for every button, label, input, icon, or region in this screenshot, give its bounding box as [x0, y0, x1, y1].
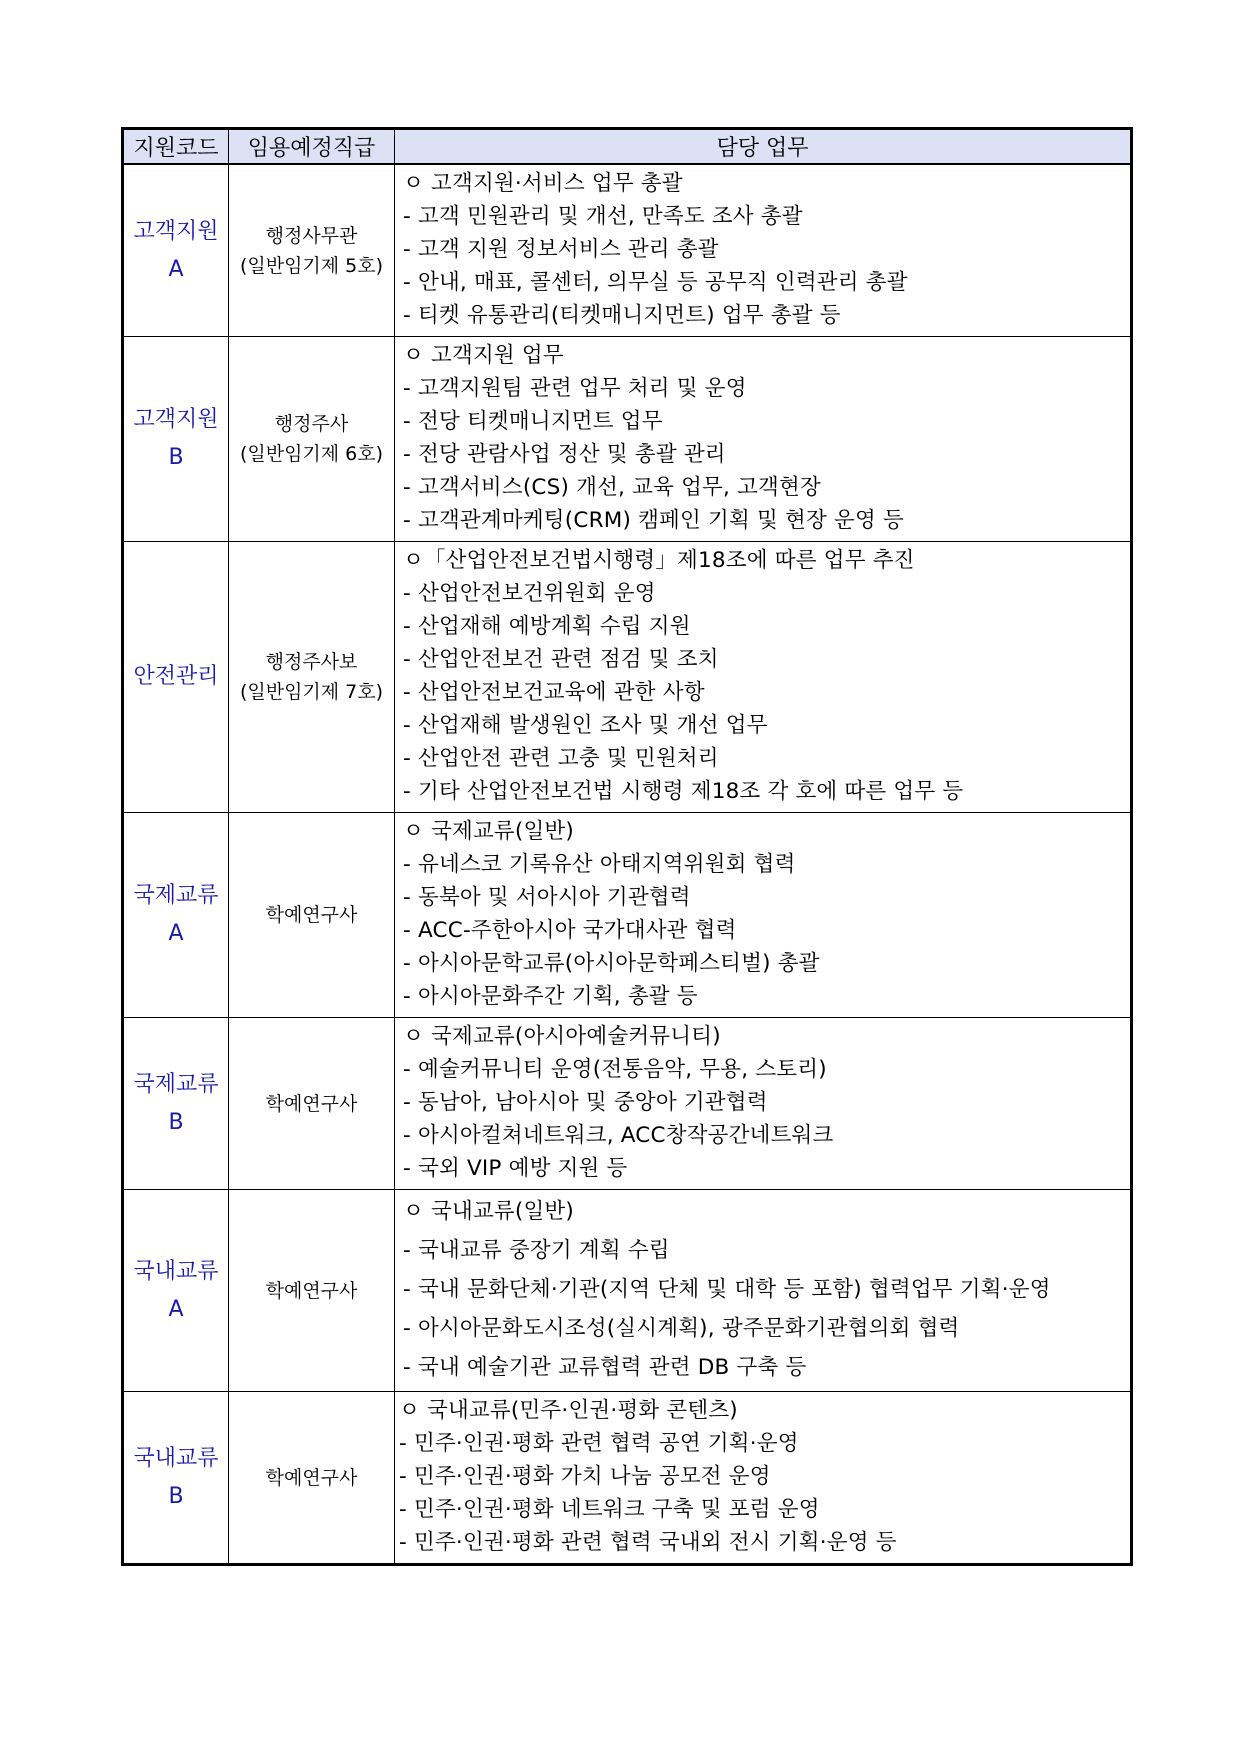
position-grade-text: 행정주사보 — [265, 651, 358, 673]
duty-item: - 산업안전 관련 고충 및 민원처리 — [403, 746, 719, 771]
support-code-text: 고객지원 — [133, 407, 219, 432]
position-grade-text: 행정사무관 — [265, 224, 358, 247]
duty-item: - 전당 티켓매니지먼트 업무 — [403, 409, 663, 434]
table-row — [123, 337, 1132, 542]
duty-item: - 산업안전보건교육에 관한 사항 — [403, 680, 705, 705]
position-grade-cell — [229, 1392, 395, 1565]
duty-item: - 산업안전보건위원회 운영 — [403, 581, 656, 606]
table-row — [123, 1392, 1132, 1565]
header-code: 지원코드 — [123, 129, 229, 165]
duties-cell — [395, 1392, 1132, 1565]
position-grade-cell — [229, 1018, 395, 1190]
duty-heading: ㅇ 국내교류(일반) — [403, 1199, 574, 1224]
table-header-row — [123, 129, 1132, 165]
position-grade-cell — [229, 813, 395, 1018]
support-code-cell — [123, 1018, 229, 1190]
duties-cell — [395, 1190, 1132, 1392]
header-grade: 임용예정직급 — [229, 129, 395, 165]
position-grade-text: (일반임기제 7호) — [239, 681, 384, 703]
support-code-text: A — [168, 256, 184, 282]
duty-item: - 고객 지원 정보서비스 관리 총괄 — [403, 237, 719, 262]
duty-item: - ACC-주한아시아 국가대사관 협력 — [403, 918, 737, 943]
duty-item: - 유네스코 기록유산 아태지역위원회 협력 — [403, 852, 796, 877]
position-grade-cell — [229, 164, 395, 337]
duty-item: - 고객지원팀 관련 업무 처리 및 운영 — [403, 376, 747, 401]
support-code-text: 국제교류 — [133, 1071, 219, 1097]
duty-heading: ㅇ 국제교류(아시아예술커뮤니티) — [403, 1024, 721, 1049]
support-code-cell — [123, 1392, 229, 1565]
position-grade-cell — [229, 337, 395, 542]
duty-item: - 국외 VIP 예방 지원 등 — [403, 1156, 628, 1181]
duty-item: - 고객관계마케팅(CRM) 캠페인 기획 및 현장 운영 등 — [403, 508, 904, 533]
duties-cell — [395, 337, 1132, 542]
position-grade-text: 학예연구사 — [265, 1092, 358, 1115]
table-row — [123, 1018, 1132, 1190]
duty-item: - 아시아문학교류(아시아문학페스티벌) 총괄 — [403, 951, 820, 976]
position-grade-text: 학예연구사 — [265, 904, 358, 926]
position-grade-text: 학예연구사 — [265, 1466, 358, 1489]
duty-item: - 아시아문화주간 기획, 총괄 등 — [403, 984, 698, 1009]
support-code-text: A — [168, 921, 184, 946]
duty-item: - 기타 산업안전보건법 시행령 제18조 각 호에 따른 업무 등 — [403, 779, 964, 804]
recruitment-table — [121, 127, 1133, 1566]
support-code-cell — [123, 813, 229, 1018]
duty-item: - 민주·인권·평화 관련 협력 국내외 전시 기획·운영 등 — [399, 1530, 897, 1555]
duty-item: - 고객 민원관리 및 개선, 만족도 조사 총괄 — [403, 204, 803, 229]
duties-cell — [395, 164, 1132, 337]
support-code-text: 고객지원 — [133, 218, 219, 244]
position-grade-text: 행정주사 — [274, 413, 349, 435]
position-grade-text: (일반임기제 5호) — [239, 254, 384, 277]
duty-heading: ㅇ 고객지원 업무 — [403, 343, 564, 368]
support-code-text: 안전관리 — [133, 664, 219, 689]
support-code-text: A — [168, 1296, 184, 1322]
header-duties: 담당 업무 — [395, 129, 1132, 165]
duty-item: - 민주·인권·평화 가치 나눔 공모전 운영 — [399, 1464, 771, 1489]
duty-item: - 민주·인권·평화 네트워크 구축 및 포럼 운영 — [399, 1497, 820, 1522]
duty-item: - 민주·인권·평화 관련 협력 공연 기획·운영 — [399, 1431, 799, 1456]
duty-item: - 산업재해 예방계획 수립 지원 — [403, 614, 691, 639]
duty-item: - 국내 문화단체·기관(지역 단체 및 대학 등 포함) 협력업무 기획·운영 — [403, 1277, 1051, 1302]
duty-item: - 산업안전보건 관련 점검 및 조치 — [403, 647, 719, 672]
position-grade-text: 학예연구사 — [265, 1279, 358, 1302]
duty-item: - 아시아문화도시조성(실시계획), 광주문화기관협의회 협력 — [403, 1316, 960, 1341]
support-code-text: B — [168, 1109, 184, 1135]
duty-heading: ㅇ 국제교류(일반) — [403, 819, 574, 844]
duty-item: - 예술커뮤니티 운영(전통음악, 무용, 스토리) — [403, 1057, 827, 1082]
table-body — [123, 164, 1132, 1565]
support-code-cell — [123, 542, 229, 813]
duty-item: - 전당 관람사업 정산 및 총괄 관리 — [403, 442, 726, 467]
duty-item: - 동북아 및 서아시아 기관협력 — [403, 885, 691, 910]
support-code-text: 국내교류 — [133, 1445, 219, 1471]
duty-item: - 국내 예술기관 교류협력 관련 DB 구축 등 — [403, 1355, 807, 1380]
position-grade-text: (일반임기제 6호) — [239, 443, 384, 465]
duties-cell — [395, 813, 1132, 1018]
duty-item: - 아시아컬쳐네트워크, ACC창작공간네트워크 — [403, 1123, 834, 1148]
duty-item: - 국내교류 중장기 계획 수립 — [403, 1238, 670, 1263]
duty-item: - 안내, 매표, 콜센터, 의무실 등 공무직 인력관리 총괄 — [403, 270, 908, 295]
table-row — [123, 164, 1132, 337]
support-code-text: B — [168, 445, 184, 470]
position-grade-cell — [229, 1190, 395, 1392]
duty-heading: ㅇ 국내교류(민주·인권·평화 콘텐츠) — [399, 1398, 738, 1423]
support-code-text: 국제교류 — [133, 883, 219, 908]
position-grade-cell — [229, 542, 395, 813]
support-code-cell — [123, 1190, 229, 1392]
duty-item: - 티켓 유통관리(티켓매니지먼트) 업무 총괄 등 — [403, 303, 841, 328]
duty-item: - 고객서비스(CS) 개선, 교육 업무, 고객현장 — [403, 475, 821, 500]
duty-item: - 동남아, 남아시아 및 중앙아 기관협력 — [403, 1090, 768, 1115]
table-row — [123, 542, 1132, 813]
duty-item: - 산업재해 발생원인 조사 및 개선 업무 — [403, 713, 768, 738]
support-code-text: 국내교류 — [133, 1258, 219, 1284]
duty-heading: ㅇ 고객지원·서비스 업무 총괄 — [403, 171, 683, 196]
table-row — [123, 1190, 1132, 1392]
duty-heading: ㅇ「산업안전보건법시행령」제18조에 따른 업무 추진 — [403, 548, 915, 573]
support-code-cell — [123, 337, 229, 542]
table-row — [123, 813, 1132, 1018]
support-code-cell — [123, 164, 229, 337]
duties-cell — [395, 542, 1132, 813]
duties-cell — [395, 1018, 1132, 1190]
support-code-text: B — [168, 1483, 184, 1509]
